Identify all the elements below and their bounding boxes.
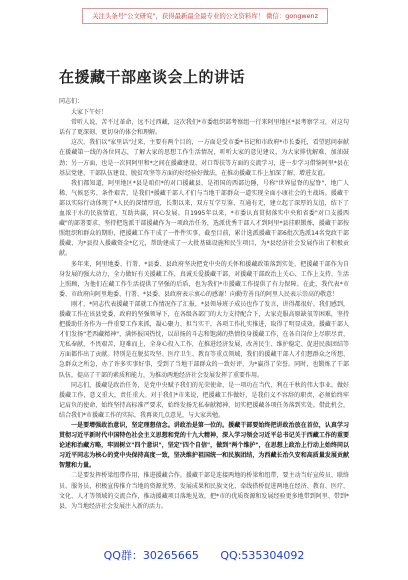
greeting: 同志们： bbox=[59, 98, 84, 105]
document-body bbox=[59, 97, 349, 541]
document-title: 在援藏干部座谈会上的讲话 bbox=[59, 68, 246, 86]
qq-group-text: QQ群：30265665 bbox=[103, 549, 199, 562]
contact-footer bbox=[0, 548, 408, 564]
paragraph: 多年来，阿里地委、行署、*县委、县政府坚决把党中央的关怀和援藏政策落到实处，把援藏干部作为自身发展的强大动力，全力做好有关援藏工作，真诚关爱援藏干部，对援藏干部政治上关心、工作上支持、生活上照顾，为他们在藏工作生活提供了坚强的后盾，也为我们*市援藏工作提供了有力保障。在此，我代表*市委、市政府向阿里地委、行署、*县委、县政府表示衷心的感谢！向勤劳善良的阿里人民表示崇高的敬意！ bbox=[59, 260, 349, 298]
paragraph: 大家下午好！ bbox=[71, 109, 108, 117]
paragraph: 这次，我们以"家里话"过来，主要有两个目的，一方面是受市委*书记和市政府*市长委托，看望慰问奉献在援藏第一线的各位同志，了解大家的思想工作生活情况，听听大家的意见建议，为大家排忧解难、加油鼓劲；另一方面，也是一次同阿里和*之间在援藏建设、对口帮扶等方面的交流学习，进一步学习借鉴阿里*县在基层党建、干部队伍建设、脱贫攻坚等方面的好经验好做法，在推动援藏工作上加深了解、增进友谊。 bbox=[59, 139, 349, 177]
paragraph: 同志们，援藏是政治任务，是党中央赋予我们的光荣使命，是一项功在当代、利在千秋的伟大事业。做好援藏工作，意义重大，责任重大。对于我们*市来说，把援藏工作做好，是我们义不容辞的职责，必须始终牢记肩负的使命，始终坚持高标准严要求，始终发扬无私奉献精神，切实把援藏各项任务落到实处。借此机会，结合我们*市援藏工作的实际，我再谈几点意见，与大家共勉。 bbox=[59, 381, 349, 419]
paragraph: 刚才，*同志代表援藏干部就工作情况作了汇报，*县领导班子成员也作了发言，讲得都很好。我们感到，援藏工作在该县党委、政府的坚强领导下，在各级各部门的大力支持配合下，大家克服高原缺氧等困难，坚持把援助任务作为一件重要工作来抓，凝心聚力、担当实干，各项工作扎实推进，取得了明显成效。援藏干部人才们发扬"老西藏精神"，满怀报国热忱，以昂扬的斗志和饱满的热情投身援藏工作，在各自岗位上尽职尽责、无私奉献，不畏艰苦，迎难而上，全身心投入工作，在推进经济发展、改善民生、维护稳定、促进民族团结等方面都作出了贡献。特别是在脱贫攻坚、医疗卫生、教育等重点领域，我们的援藏干部人才们想群众之所想、急群众之所急，办了许多实事好事，受到了当地干部群众的一致好评，为*赢得了荣誉。同时，也锻炼了干部队伍，提高了干部的素质和能力，为推动两地经济社会发展发挥了重要作用。 bbox=[59, 300, 349, 379]
paragraph: 我们都知道，阿里地区*县是咱们*的对口援藏县，是祖国的西部边陲，号称"世界屋脊的屋脊"，地广人稀、气候恶劣、条件艰苦，是我们*援藏干部人才们与当地干部群众一道实现全面小康社会的主战场。援藏干部以实际行动体现了*人民的深情厚谊，长期以来，双方互学互鉴、互通有无，建立起了深厚的友谊，结下了血浓于水的民族情谊，互助共赢，同心发展。自1995年以来，*市委认真贯彻落实中央和省委"对口支援西藏"的部署要求，坚持把选派干部援藏作为一项政治任务，选派优秀干部人才到阿里*县挂职锻炼，援藏干部按照组织和群众的期盼，把援藏工作干成了一件件实事，截至目前，累计选派援藏干部6批次选派14名党政干部援藏，为*县投入援藏资金*亿元，帮助建成了一大批基础设施和民生项目，为*县经济社会发展作出了积极贡献。 bbox=[59, 179, 349, 258]
paragraph: 二是要发挥桥梁纽带作用，推进援藏合作。援藏干部是连接两地的桥梁和纽带，要主动当好宣传员、联络员、服务员，积极宣传推介当地的资源优势、发展成果和民族文化，牵线搭桥促进两地在经济、教育、医疗、文化、人才等领域的交流合作，推动援藏项目落地见效，把*市的优质资源和发展经验更多地带到阿里、带到*县，为当地经济社会发展注入新的活力。 bbox=[59, 472, 349, 510]
paragraph-heading: 一是要增强政治意识，坚定理想信念。讲政治是第一位的。援藏干部要始终把讲政治放在首位，认真学习贯彻习近平新时代中国特色社会主义思想和党的十九大精神，深入学习领会习近平总书记关于西藏工作的重要论述和治藏方略，牢固树立"四个意识"，坚定"四个自信"，做到"两个维护"，在思想上政治上行动上始终同以习近平同志为核心的党中央保持高度一致，坚决维护祖国统一和民族团结，为西藏长治久安和高质量发展贡献智慧和力量。 bbox=[59, 422, 349, 470]
paragraph: 常听人说，苦不过革命，远不过西藏，这次我们*市委组织部考察组一行来阿里地区*县考察学习，对这句话有了更深刻、更切身的体会和理解。 bbox=[59, 119, 349, 137]
promo-banner: 关注头条号"公文研究"，获得最新最全最专业的公文资料库！ 微信：gongwenz bbox=[82, 8, 328, 24]
qq-text: QQ:535304092 bbox=[220, 549, 305, 562]
